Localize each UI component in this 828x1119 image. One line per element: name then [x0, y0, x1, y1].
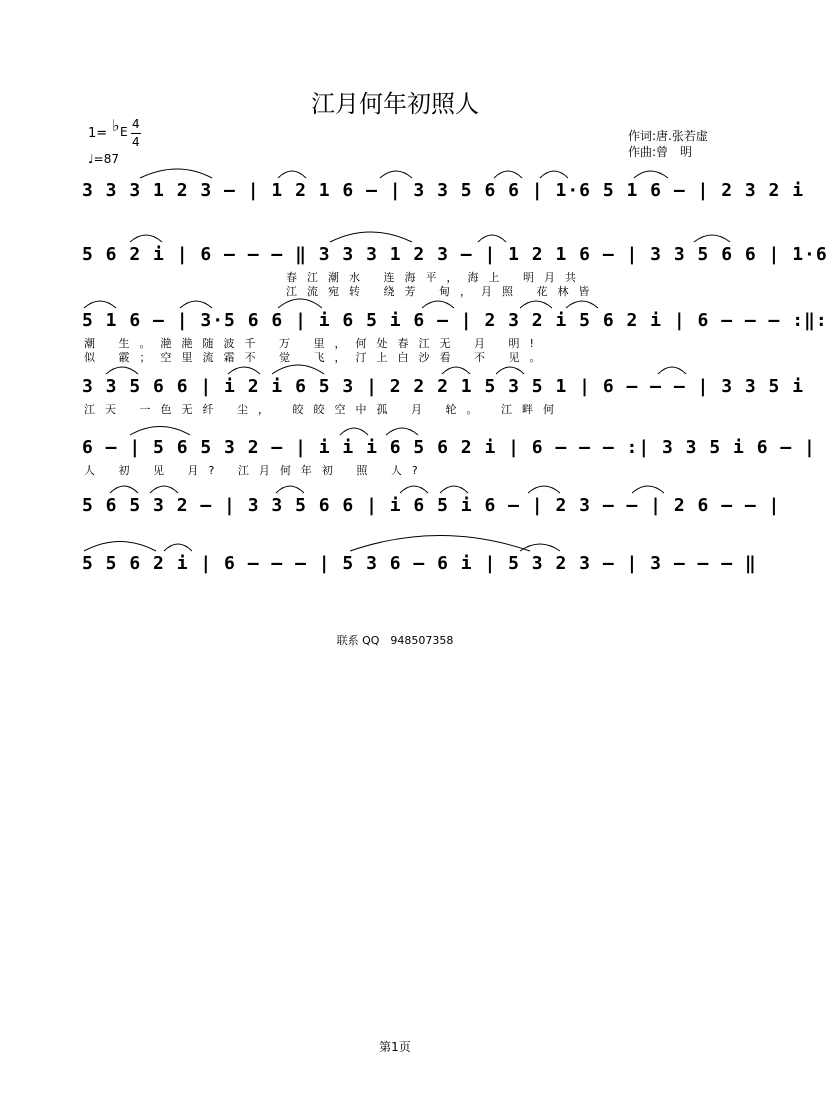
score-row-2: 5 6 2 i | 6 – – – ‖ 3 3 3 1 2 3 – | 1 2 1 6 – | 3 3 5 6 6 | 1·6	[82, 244, 828, 265]
slur	[84, 301, 116, 308]
lyricist: 作词:唐.张若虚	[628, 129, 708, 143]
slur	[566, 301, 598, 308]
slur	[150, 486, 178, 493]
slur	[442, 367, 470, 374]
tempo-mark: ♩=87	[88, 152, 119, 166]
slur	[278, 299, 322, 308]
slur	[350, 536, 530, 552]
slur	[658, 367, 686, 374]
slur	[440, 486, 468, 493]
score-row-7: 5 5 6 2 i | 6 – – – | 5 3 6 – 6 i | 5 3 2 3 – | 3 – – – ‖	[82, 553, 757, 574]
slur	[478, 235, 506, 242]
slur	[494, 171, 522, 178]
slur	[400, 486, 428, 493]
time-bottom: 4	[132, 135, 140, 149]
song-title: 江月何年初照人	[311, 90, 479, 118]
contact-info: 联系 QQ 948507358	[336, 634, 454, 647]
lyric-line: 似 霰；空里流霜不 觉 飞，汀上白沙看 不 见。	[84, 351, 551, 364]
score-row-5: 6 – | 5 6 5 3 2 – | i i i 6 5 6 2 i | 6 – – – :| 3 3 5 i 6 – |	[82, 437, 816, 458]
key-note: E	[120, 125, 128, 139]
composer: 作曲:曾 明	[628, 145, 693, 159]
slur	[164, 544, 192, 551]
slur	[140, 169, 212, 178]
score-row-3: 5 1 6 – | 3·5 6 6 | i 6 5 i 6 – | 2 3 2 i 5 6 2 i | 6 – – – :‖:	[82, 310, 828, 331]
slur	[228, 367, 260, 374]
slur	[540, 171, 568, 178]
slur	[180, 301, 212, 308]
score-row-1: 3 3 3 1 2 3 – | 1 2 1 6 – | 3 3 5 6 6 | 1·6 5 1 6 – | 2 3 2 i	[82, 180, 805, 201]
slur	[272, 365, 324, 374]
slur	[130, 427, 190, 436]
slur	[528, 486, 560, 493]
flat-icon: ♭	[112, 116, 120, 135]
score-row-6: 5 6 5 3 2 – | 3 3 5 6 6 | i 6 5 i 6 – | 2 3 – – | 2 6 – – |	[82, 495, 781, 516]
slur	[278, 171, 306, 178]
slur	[422, 301, 454, 308]
lyric-line: 人 初 见 月? 江月何年初 照 人?	[84, 464, 428, 477]
lyric-line: 春江潮水 连海平，海上 明月共	[286, 271, 586, 284]
slur	[330, 232, 412, 242]
slur	[130, 235, 162, 242]
slur	[632, 486, 664, 493]
slur	[276, 486, 304, 493]
slur	[110, 486, 138, 493]
key-prefix: 1=	[88, 126, 108, 141]
slur	[694, 235, 730, 242]
page-number: 第1页	[379, 1040, 411, 1054]
lyric-line: 潮 生。滟滟随波千 万 里，何处春江无 月 明!	[84, 337, 544, 350]
lyric-line: 江天 一色无纤 尘， 皎皎空中孤 月 轮。 江畔何	[84, 403, 564, 416]
slur	[84, 542, 156, 552]
score-row-4: 3 3 5 6 6 | i 2 i 6 5 3 | 2 2 2 1 5 3 5 1 | 6 – – – | 3 3 5 i	[82, 376, 805, 397]
slur	[380, 171, 412, 178]
slur	[340, 428, 368, 435]
slur	[496, 367, 524, 374]
slur	[106, 367, 138, 374]
time-top: 4	[132, 117, 140, 131]
lyric-line: 江流宛转 绕芳 甸，月照 花林皆	[286, 285, 600, 298]
slur	[520, 301, 552, 308]
slur	[386, 428, 418, 435]
slur	[634, 171, 668, 178]
